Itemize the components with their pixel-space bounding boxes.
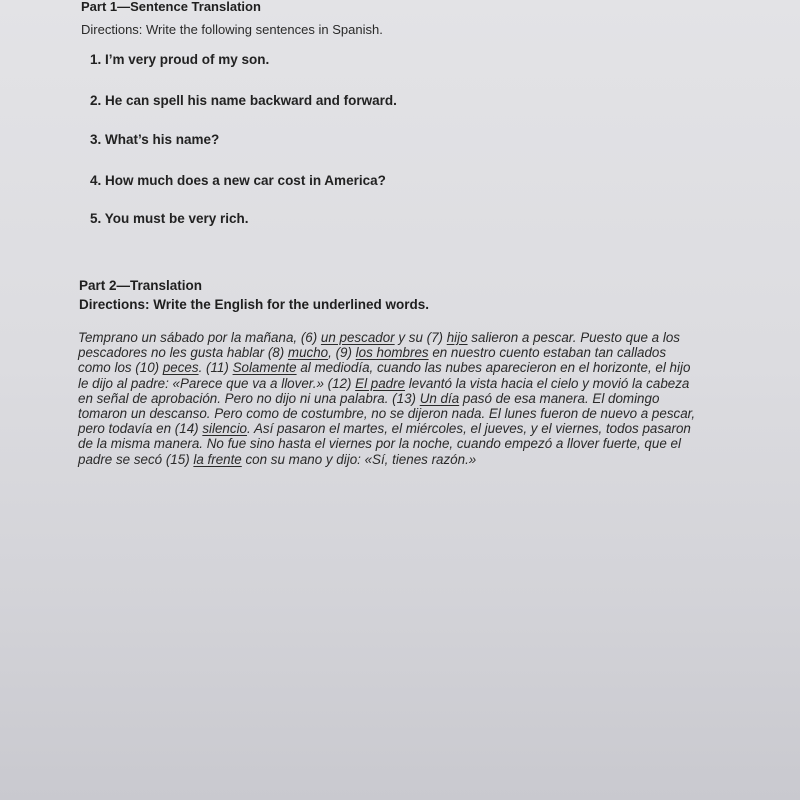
passage-text: le dijo al padre: «Parece que va a llover.» (12) [78,375,356,391]
passage-line [78,376,768,391]
part1-directions: Directions: Write the following sentences in Spanish. [81,22,383,37]
passage-text: en señal de aprobación. Pero no dijo ni una palabra. (13) [78,390,420,406]
sentence-item-3: 3. What’s his name? [90,132,220,147]
underlined-term: Solamente [232,360,297,376]
passage-text: Temprano un sábado por la mañana, (6) [78,330,321,345]
passage-text: con su mano y dijo: «Sí, tienes razón.» [241,451,477,467]
part2-title: Part 2—Translation [79,278,203,293]
passage-line [78,391,768,406]
underlined-term: hijo [446,330,468,345]
underlined-term: silencio [202,421,247,437]
part1-title: Part 1—Sentence Translation [81,0,261,14]
passage-text: al mediodía, cuando las nubes aparecieron en el horizonte, el hijo [296,360,691,376]
sentence-item-4: 4. How much does a new car cost in America? [90,173,386,188]
sentence-item-5: 5. You must be very rich. [90,211,249,226]
passage-text: pero todavía en (14) [78,421,203,437]
passage-line [78,406,768,421]
passage-line [78,330,768,345]
underlined-term: los hombres [355,345,429,361]
passage-line [78,421,768,436]
passage-text: levantó la vista hacia el cielo y movió la cabeza [405,375,690,391]
passage-text: como los (10) [78,360,163,376]
sentence-item-1: 1. I’m very proud of my son. [90,52,270,67]
underlined-term: Un día [419,390,460,406]
passage-text: . Así pasaron el martes, el miércoles, el jueves, y el viernes, todos pasaron [247,421,691,437]
part2-directions: Directions: Write the English for the underlined words. [79,297,430,312]
passage-line [78,452,768,467]
passage-line [78,436,768,451]
passage-text: tomaron un descanso. Pero como de costumbre, no se dijeron nada. El lunes fueron de nuevo a pescar, [78,406,696,422]
underlined-term: mucho [287,345,329,361]
underlined-term: peces [162,360,199,376]
underlined-term: un pescador [320,330,395,345]
translation-passage [78,330,768,467]
passage-line [78,360,768,375]
passage-text: pescadores no les gusta hablar (8) [78,345,288,361]
passage-text: pasó de esa manera. El domingo [459,390,660,406]
passage-text: , (9) [328,345,356,361]
passage-text: . (11) [198,360,233,376]
passage-line [78,345,768,360]
passage-text: padre se secó (15) [78,451,194,467]
passage-text: de la misma manera. No fue sino hasta el viernes por la noche, cuando empezó a llover fuerte, que el [78,436,681,452]
underlined-term: la frente [193,451,242,467]
underlined-term: El padre [355,375,406,391]
sentence-item-2: 2. He can spell his name backward and forward. [90,93,397,108]
passage-text: y su (7) [394,330,447,345]
passage-text: salieron a pescar. Puesto que a los [467,330,680,345]
passage-text: en nuestro cuento estaban tan callados [428,345,667,361]
